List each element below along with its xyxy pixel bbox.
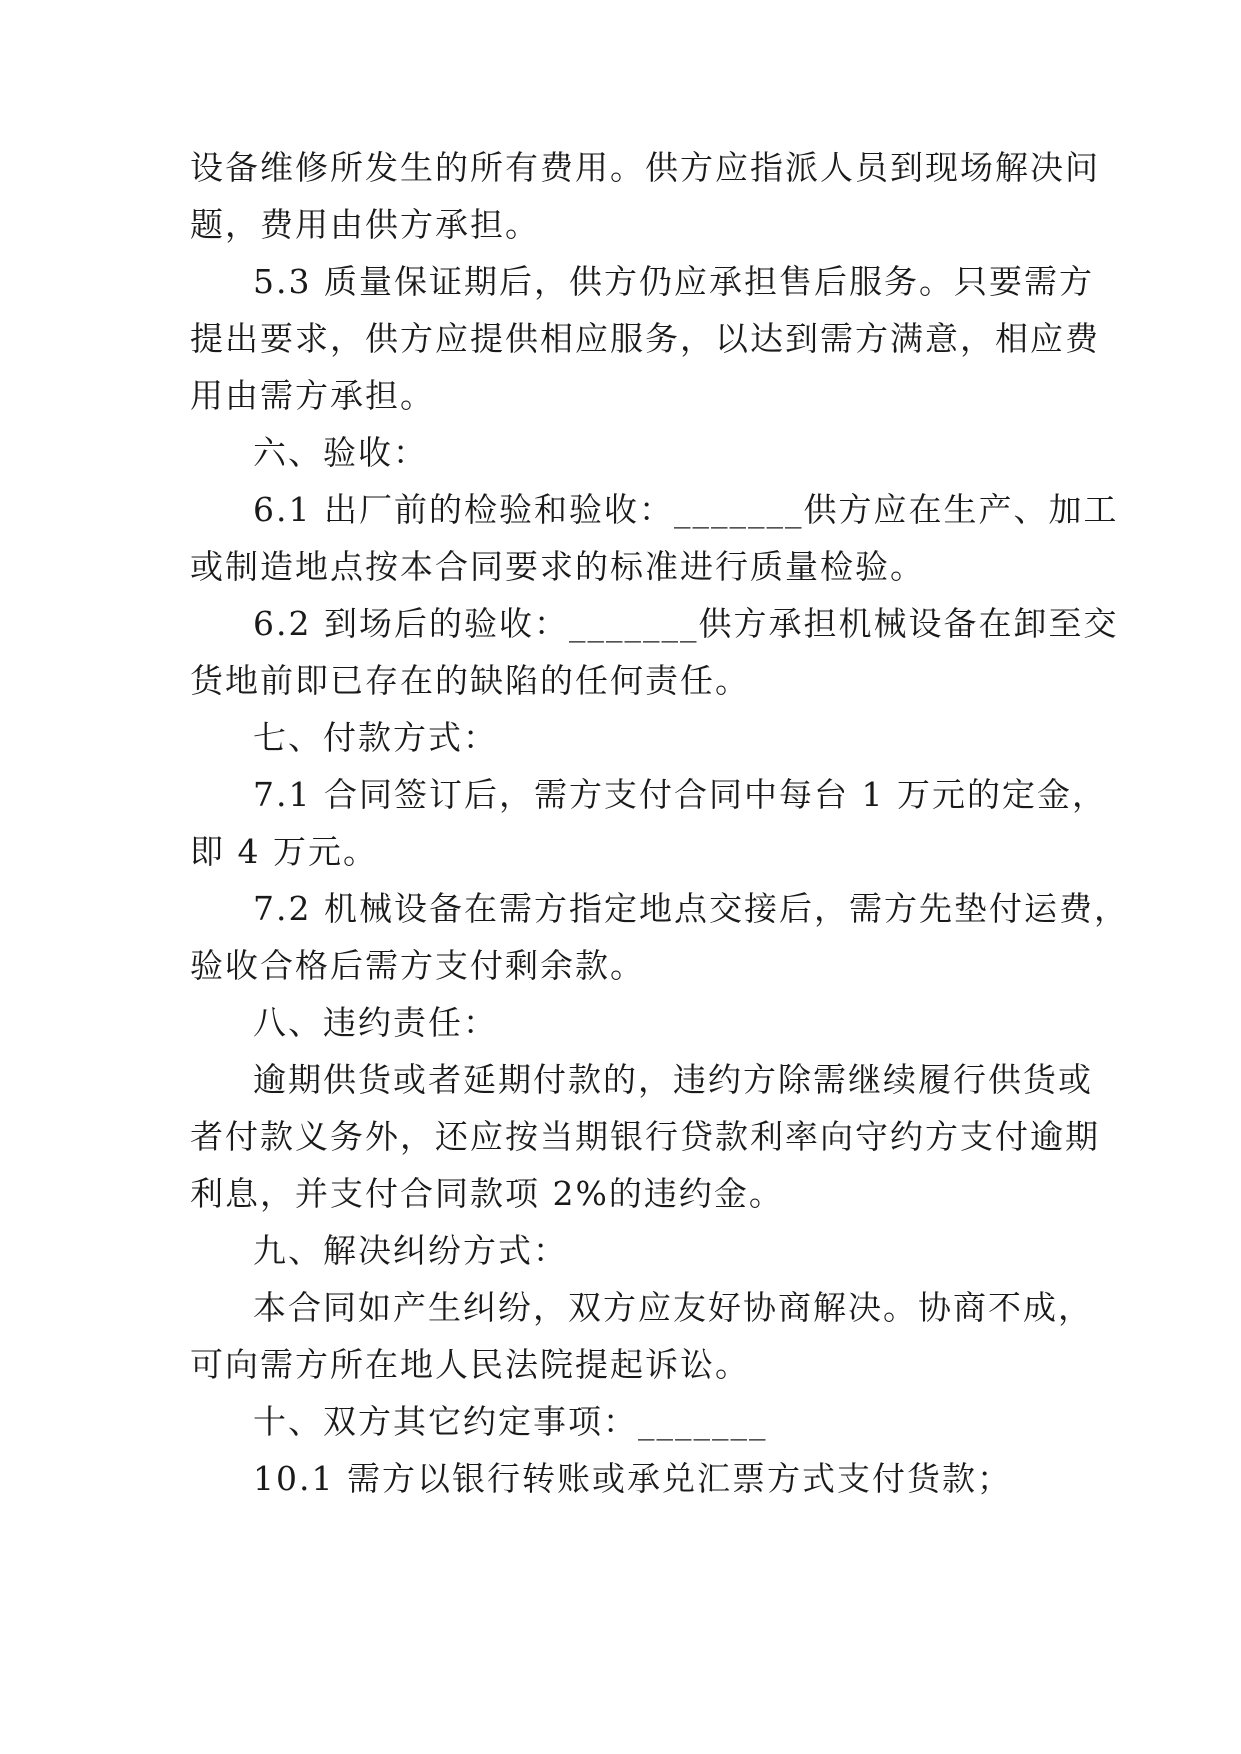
section-heading-other-terms: 十、双方其它约定事项：_______ bbox=[253, 1402, 768, 1441]
clause-10-1-text: 10.1 需方以银行转账或承兑汇票方式支付货款； bbox=[253, 1459, 1012, 1498]
liability-text: 逾期供货或者延期付款的，违约方除需继续履行供货或 bbox=[253, 1060, 1093, 1099]
body-text-line: 即 4 万元。 bbox=[190, 832, 378, 871]
body-text-line: 货地前即已存在的缺陷的任何责任。 bbox=[190, 661, 750, 700]
body-text-line: 用由需方承担。 bbox=[190, 376, 435, 415]
body-text-line: 题，费用由供方承担。 bbox=[190, 205, 540, 244]
section-heading-disputes: 九、解决纠纷方式： bbox=[253, 1231, 568, 1270]
body-text-line: 提出要求，供方应提供相应服务，以达到需方满意，相应费 bbox=[190, 319, 1100, 358]
clause-6-1-text: 6.1 出厂前的检验和验收：_______供方应在生产、加工 bbox=[253, 490, 1119, 529]
body-text-line: 可向需方所在地人民法院提起诉讼。 bbox=[190, 1345, 750, 1384]
body-text-line: 设备维修所发生的所有费用。供方应指派人员到现场解决问 bbox=[190, 148, 1100, 187]
clause-7-2-text: 7.2 机械设备在需方指定地点交接后，需方先垫付运费， bbox=[253, 889, 1129, 928]
body-text-line: 者付款义务外，还应按当期银行贷款利率向守约方支付逾期 bbox=[190, 1117, 1100, 1156]
disputes-text: 本合同如产生纠纷，双方应友好协商解决。协商不成， bbox=[253, 1288, 1093, 1327]
clause-7-1-text: 7.1 合同签订后，需方支付合同中每台 1 万元的定金， bbox=[253, 775, 1107, 814]
body-text-line: 利息，并支付合同款项 2%的违约金。 bbox=[190, 1174, 784, 1213]
clause-6-2-text: 6.2 到场后的验收：_______供方承担机械设备在卸至交 bbox=[253, 604, 1119, 643]
clause-5-3-text: 5.3 质量保证期后，供方仍应承担售后服务。只要需方 bbox=[253, 262, 1094, 301]
body-text-line: 或制造地点按本合同要求的标准进行质量检验。 bbox=[190, 547, 925, 586]
section-heading-acceptance: 六、验收： bbox=[253, 433, 428, 472]
section-heading-payment: 七、付款方式： bbox=[253, 718, 498, 757]
section-heading-liability: 八、违约责任： bbox=[253, 1003, 498, 1042]
body-text-line: 验收合格后需方支付剩余款。 bbox=[190, 946, 645, 985]
